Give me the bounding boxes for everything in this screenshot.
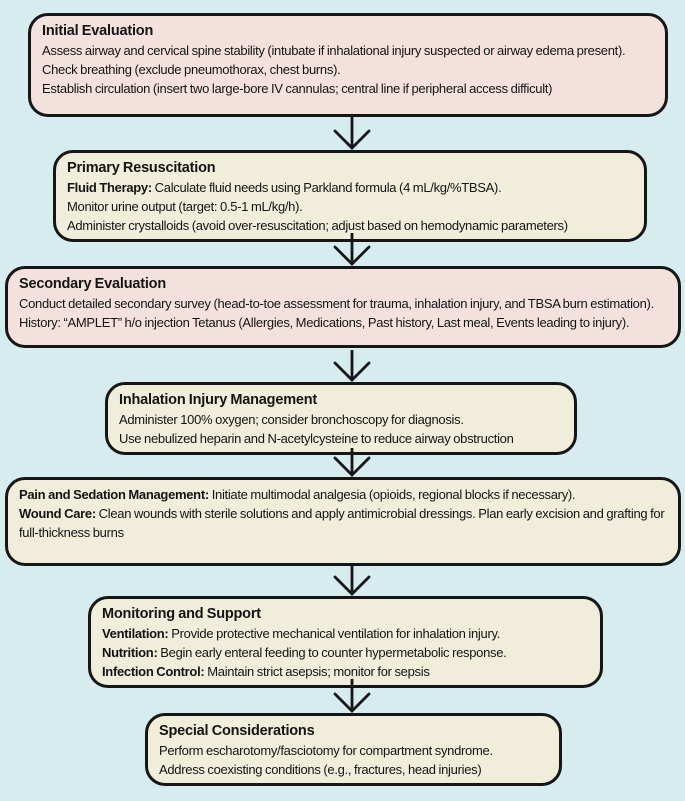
node-line: Address coexisting conditions (e.g., fractures, head injuries) <box>159 762 482 777</box>
flow-node-initial-evaluation <box>28 13 668 117</box>
node-line: Administer crystalloids (avoid over-resuscitation; adjust based on hemodynamic parameters) <box>67 218 568 233</box>
node-line: Infection Control: Maintain strict asepsis; monitor for sepsis <box>102 664 430 679</box>
node-title: Monitoring and Support <box>102 606 261 622</box>
flow-node-inhalation-injury-management <box>105 382 577 455</box>
node-line: Fluid Therapy: Calculate fluid needs using Parkland formula (4 mL/kg/%TBSA). <box>67 180 502 195</box>
node-line: Nutrition: Begin early enteral feeding to counter hypermetabolic response. <box>102 645 507 660</box>
flow-node-special-considerations <box>145 713 562 786</box>
node-line: Conduct detailed secondary survey (head-to-toe assessment for trauma, inhalation injury, and TBSA burn estimation). <box>19 296 654 311</box>
node-line: Use nebulized heparin and N-acetylcysteine to reduce airway obstruction <box>119 431 514 446</box>
node-line: Establish circulation (insert two large-bore IV cannulas; central line if peripheral access difficult) <box>42 81 553 96</box>
down-arrow-connector <box>324 448 380 477</box>
down-arrow-connector <box>324 679 380 713</box>
node-title: Primary Resuscitation <box>67 160 216 176</box>
node-line: History: “AMPLET” h/o injection Tetanus (Allergies, Medications, Past history, Last meal, Events leading to injury). <box>19 315 630 330</box>
flow-node-secondary-evaluation <box>5 266 681 348</box>
down-arrow-connector <box>324 117 380 150</box>
node-line: Check breathing (exclude pneumothorax, chest burns). <box>42 62 341 77</box>
down-arrow-connector <box>324 233 380 266</box>
node-line: Pain and Sedation Management: Initiate multimodal analgesia (opioids, regional blocks if necessary). <box>19 487 576 502</box>
node-line: Ventilation: Provide protective mechanical ventilation for inhalation injury. <box>102 626 501 641</box>
node-line: Administer 100% oxygen; consider bronchoscopy for diagnosis. <box>119 412 464 427</box>
node-title: Inhalation Injury Management <box>119 392 318 408</box>
node-title: Initial Evaluation <box>42 23 154 39</box>
node-line: Monitor urine output (target: 0.5-1 mL/kg/h). <box>67 199 303 214</box>
flow-node-pain-sedation-wound-care <box>5 477 681 566</box>
flow-node-primary-resuscitation <box>53 150 647 242</box>
node-title: Secondary Evaluation <box>19 276 166 292</box>
down-arrow-connector <box>324 566 380 596</box>
flow-node-monitoring-and-support <box>88 596 603 688</box>
node-line: Assess airway and cervical spine stability (intubate if inhalational injury suspected or airway edema present). <box>42 43 626 58</box>
down-arrow-connector <box>324 350 380 382</box>
node-line: Perform escharotomy/fasciotomy for compartment syndrome. <box>159 743 493 758</box>
node-title: Special Considerations <box>159 723 315 739</box>
node-line: Wound Care: Clean wounds with sterile solutions and apply antimicrobial dressings. Plan early excision and grafting for full-thickness burns <box>19 506 665 540</box>
